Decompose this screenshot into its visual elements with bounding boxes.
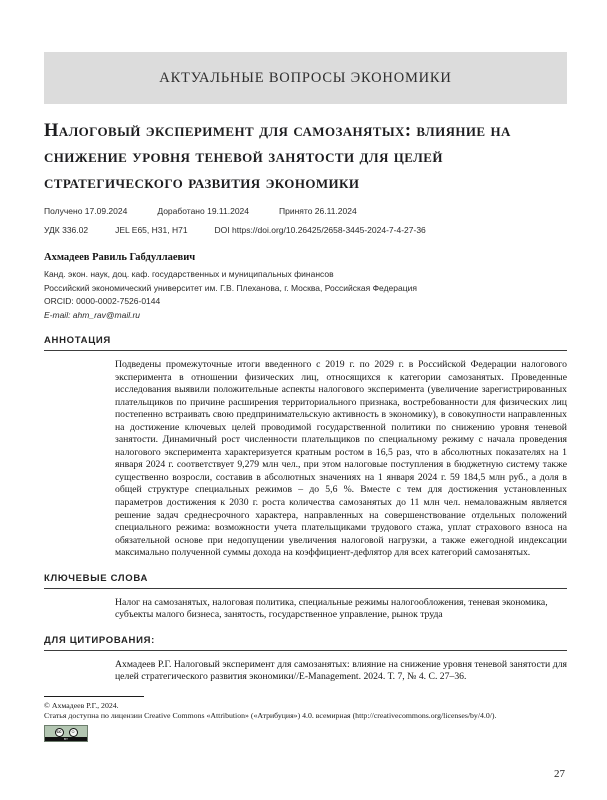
page-footer xyxy=(44,696,567,742)
license-line: Статья доступна по лицензии Creative Commons «Attribution» («Атрибуция») 4.0. всемирная (http://creativecommons.org/licenses/by/4.0/). xyxy=(44,711,497,720)
author-orcid: ORCID: 0000-0002-7526-0144 xyxy=(44,296,161,306)
article-title: Налоговый эксперимент для самозанятых: влияние на снижение уровня теневой занятости для целей стратегического развития экономики xyxy=(44,121,511,193)
date-revised: Доработано 19.11.2024 xyxy=(157,206,250,216)
author-name: Ахмадеев Равиль Габдуллаевич xyxy=(44,252,196,263)
article-dates-row xyxy=(44,206,567,216)
abstract-text: Подведены промежуточные итоги введенного с 2019 г. по 2029 г. в Российской Федерации налогового эксперимента в отношении физических лиц, относящихся к категории самозанятых. Проведенные исследования выявили положительные аспекты налогового эксперимента (увеличение зарегистрированных плательщиков по причине расширения территориального признака, востребованности для физических лиц постепенно встраивать свою предпринимательскую активность в экономику), в совокупности направленных на достижение ключевых целей проводимой государственной политики по снижению уровня теневой занятости. Динамичный рост численности плательщиков по специальному режиму с начала проведения налогового эксперимента характеризуется кратным ростом в 16,5 раз, что в абсолютных показателях на 1 января 2024 г. соответствует 9,279 млн чел., при этом налоговые поступления в бюджетную систему также существенно возросли, составив в абсолютных значениях на 1 января 2024 г. 59 184,5 млн руб., а доля в общей структуре специальных режимов – до 5,6 %. Вместе с тем для достижения установленных параметров достижения к 2030 г. роста количества самозанятых до 11 млн чел. немаловажным является решение задач среднесрочного характера, направленных на совершенствование отдельных положений специального режима: возможности учета плательщиками трудового стажа, уплат страхового взноса на обязательной основе при недопущении увеличения налоговой нагрузки, а также ежегодной индексации максимально полученной суммы дохода на коэффициент-дефлятор для всех категорий самозанятых. xyxy=(115,359,567,559)
citation-header: ДЛЯ ЦИТИРОВАНИЯ: xyxy=(44,635,567,651)
doi-text: DOI https://doi.org/10.26425/2658-3445-2024-7-4-27-36 xyxy=(214,225,426,235)
abstract-section xyxy=(44,335,567,560)
citation-text: Ахмадеев Р.Г. Налоговый эксперимент для самозанятых: влияние на снижение уровня теневой занятости для целей стратегического развития экономики//E-Management. 2024. Т. 7, № 4. С. 27–36. xyxy=(115,658,567,683)
author-affiliation: Российский экономический университет им. Г.В. Плеханова, г. Москва, Российская Федерация xyxy=(44,282,417,293)
cc-by-bar: BY xyxy=(45,737,87,741)
udc-code: УДК 336.02 xyxy=(44,225,89,235)
footnote-divider xyxy=(44,696,144,697)
jel-code: JEL E65, H31, H71 xyxy=(115,225,188,235)
person-icon: ☺ xyxy=(69,728,78,737)
keywords-section xyxy=(44,573,567,622)
page-number: 27 xyxy=(554,768,565,780)
author-email: E-mail: ahm_rav@mail.ru xyxy=(44,309,141,320)
article-codes-row xyxy=(44,225,567,235)
cc-by-license-badge xyxy=(44,725,88,742)
section-banner xyxy=(44,52,567,104)
abstract-header: АННОТАЦИЯ xyxy=(44,335,567,351)
keywords-text: Налог на самозанятых, налоговая политика, специальные режимы налогообложения, теневая экономика, субъекты малого бизнеса, занятость, государственное управление, рынок труда xyxy=(115,596,548,621)
citation-section xyxy=(44,635,567,684)
keywords-header: КЛЮЧЕВЫЕ СЛОВА xyxy=(44,573,567,589)
date-received: Получено 17.09.2024 xyxy=(44,206,128,216)
copyright-line: © Ахмадеев Р.Г., 2024. xyxy=(44,701,119,710)
section-banner-title: АКТУАЛЬНЫЕ ВОПРОСЫ ЭКОНОМИКИ xyxy=(159,69,452,86)
date-accepted: Принято 26.11.2024 xyxy=(279,206,357,216)
author-position: Канд. экон. наук, доц. каф. государственных и муниципальных финансов xyxy=(44,269,334,279)
author-block xyxy=(44,252,567,322)
cc-icon: cc xyxy=(55,728,64,737)
